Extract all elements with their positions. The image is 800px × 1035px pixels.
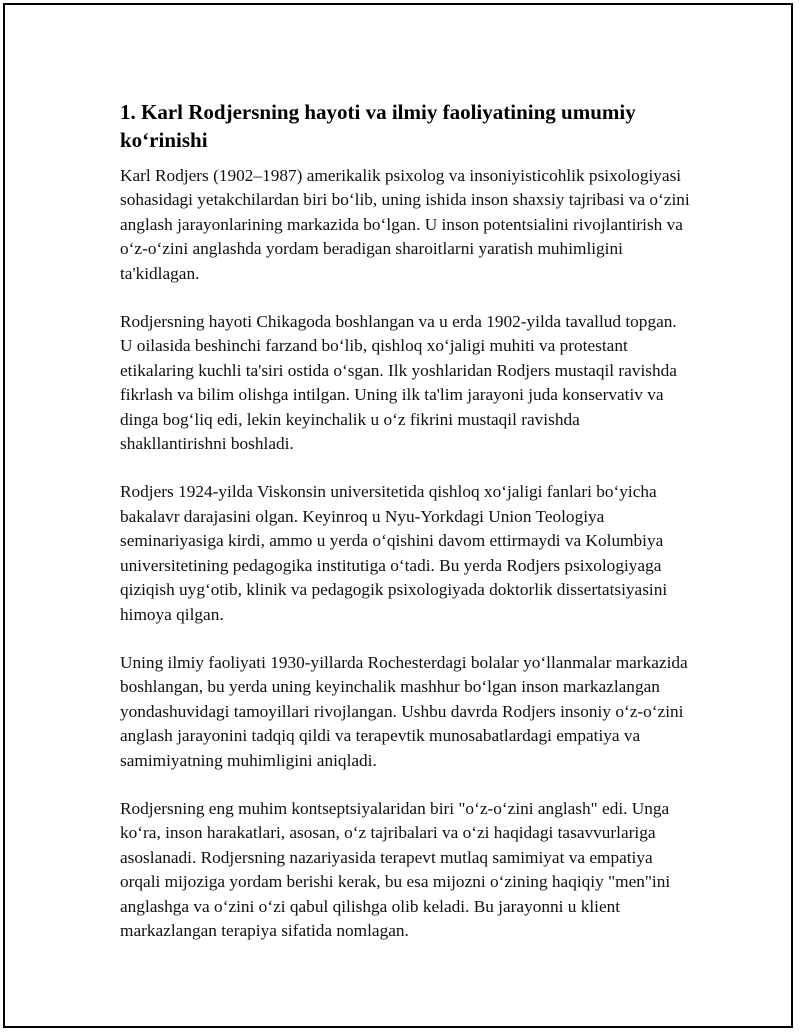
paragraph-scientific-activity: Uning ilmiy faoliyati 1930-yillarda Rochesterdagi bolalar yo‘llanmalar markazida boshlangan, bu yerda uning keyinchalik mashhur bo‘lgan inson markazlangan yondashuvidagi tamoyillari rivojlangan. Ushbu davrda Rodjers insoniy o‘z-o‘zini anglash jarayonini tadqiq qildi va terapevtik munosabatlardagi empatiya va samimiyatning muhimligini aniqladi. xyxy=(120,652,688,770)
paragraph-education: Rodjers 1924-yilda Viskonsin universitetida qishloq xo‘jaligi fanlari bo‘yicha bakalavr darajasini olgan. Keyinroq u Nyu-Yorkdagi Union Teologiya seminariyasiga kirdi, ammo u yerda o‘qishini davom ettirmaydi va Kolumbiya universitetining pedagogika institutiga o‘tadi. Bu yerda Rodjers psixologiyaga qiziqish uyg‘otib, klinik va pedagogik psixologiyada doktorlik dissertatsiyasini himoya qilgan. xyxy=(120,482,668,624)
document-body xyxy=(120,98,690,967)
section-heading: 1. Karl Rodjersning hayoti va ilmiy faoliyatining umumiy ko‘rinishi xyxy=(120,100,636,152)
paragraph-intro: Karl Rodjers (1902–1987) amerikalik psixolog va insoniyisticohlik psixologiyasi sohasidagi yetakchilardan biri bo‘lib, uning ishida inson shaxsiy tajribasi va o‘zini anglash jarayonlarining markazida bo‘lgan. U inson potentsialini rivojlantirish va o‘z-o‘zini anglashda yordam beradigan sharoitlarni yaratish muhimligini ta'kidlagan. xyxy=(120,166,690,283)
paragraph-self-concept: Rodjersning eng muhim kontseptsiyalaridan biri "o‘z-o‘zini anglash" edi. Unga ko‘ra, inson harakatlari, asosan, o‘z tajribalari va o‘zi haqidagi tasavvurlariga asoslanadi. Rodjersning nazariyasida terapevt mutlaq samimiyat va empatiya orqali mijoziga yordam berishi kerak, bu esa mijozni o‘zining haqiqiy "men"ini anglashga va o‘zini o‘zi qabul qilishga olib keladi. Bu jarayonni u klient markazlangan terapiya sifatida nomlagan. xyxy=(120,798,671,940)
page-frame xyxy=(3,3,793,1028)
paragraph-early-life: Rodjersning hayoti Chikagoda boshlangan va u erda 1902-yilda tavallud topgan. U oilasida beshinchi farzand bo‘lib, qishloq xo‘jaligi muhiti va protestant etikalaring kuchli ta'siri ostida o‘sgan. Ilk yoshlaridan Rodjers mustaqil ravishda fikrlash va bilim olishga intilgan. Uning ilk ta'lim jarayoni juda konservativ va dinga bog‘liq edi, lekin keyinchalik u o‘z fikrini mustaqil ravishda shakllantirishni boshladi. xyxy=(120,312,677,454)
